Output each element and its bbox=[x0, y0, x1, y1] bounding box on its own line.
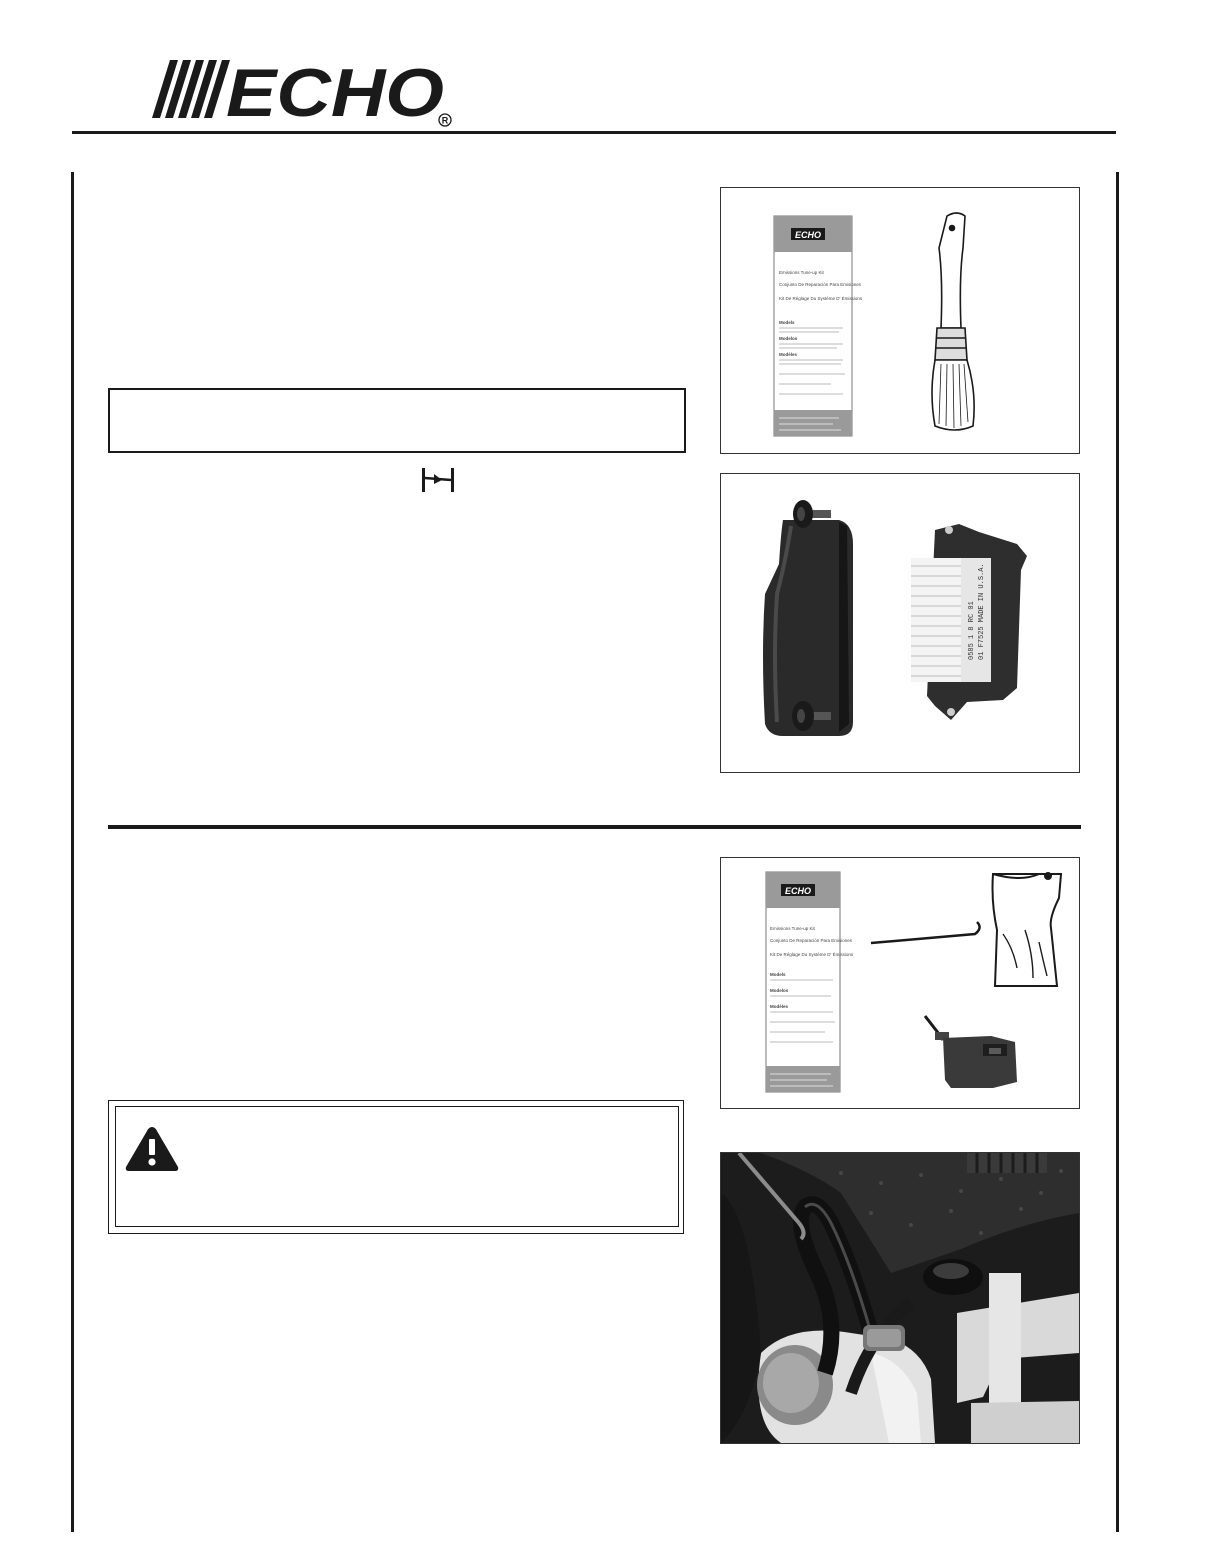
svg-text:ECHO: ECHO bbox=[784, 886, 812, 896]
svg-text:Models: Models bbox=[770, 972, 786, 977]
note-box bbox=[108, 388, 686, 453]
left-margin-rule bbox=[71, 172, 74, 1532]
figure-tune-up-kit-and-brush bbox=[720, 187, 1080, 454]
warning-triangle-icon bbox=[124, 1125, 180, 1173]
figure-air-filter bbox=[720, 473, 1080, 773]
svg-text:Emissions Tune-up Kit: Emissions Tune-up Kit bbox=[770, 926, 815, 931]
svg-text:Kit De Réglage Du Système D' É: Kit De Réglage Du Système D' Émissions bbox=[779, 296, 863, 301]
svg-text:ECHO: ECHO bbox=[794, 230, 822, 240]
svg-text:Modelos: Modelos bbox=[779, 336, 798, 341]
svg-text:Modèles: Modèles bbox=[770, 1004, 789, 1009]
svg-text:Models: Models bbox=[779, 320, 795, 325]
header-rule bbox=[72, 131, 1116, 134]
svg-text:Conjunto De Reparación Para Em: Conjunto De Reparación Para Emisiones bbox=[770, 938, 853, 943]
svg-text:R: R bbox=[441, 115, 449, 126]
figure-fuel-line-photo bbox=[720, 1152, 1080, 1444]
echo-logo bbox=[148, 58, 458, 128]
svg-text:Conjunto De Reparación Para Em: Conjunto De Reparación Para Emisiones bbox=[779, 282, 862, 287]
svg-text:Modèles: Modèles bbox=[779, 352, 798, 357]
svg-text:0585 1 8 RC 01: 0585 1 8 RC 01 bbox=[968, 601, 976, 660]
svg-text:Modelos: Modelos bbox=[770, 988, 789, 993]
warning-box-inner bbox=[115, 1106, 679, 1227]
right-margin-rule bbox=[1116, 172, 1119, 1532]
tune-up-kit-card-2 bbox=[766, 872, 854, 1092]
air-filter-element bbox=[911, 524, 1027, 720]
svg-text:01 F7525 MADE IN U.S.A.: 01 F7525 MADE IN U.S.A. bbox=[978, 563, 986, 660]
logo-wordmark: ECHO bbox=[226, 58, 444, 128]
fuel-can bbox=[925, 1016, 1017, 1088]
figure-fuel-filter-tools bbox=[720, 857, 1080, 1109]
svg-text:Kit De Réglage Du Système D' É: Kit De Réglage Du Système D' Émissions bbox=[770, 952, 854, 957]
paint-brush bbox=[932, 213, 974, 430]
glove bbox=[993, 873, 1062, 986]
svg-text:Emissions Tune-up Kit: Emissions Tune-up Kit bbox=[779, 270, 824, 275]
tune-up-kit-card bbox=[774, 216, 863, 436]
section-divider bbox=[108, 825, 1081, 829]
hook-tool bbox=[871, 922, 980, 943]
tool-icon bbox=[420, 466, 456, 494]
air-filter-cover bbox=[763, 500, 853, 736]
